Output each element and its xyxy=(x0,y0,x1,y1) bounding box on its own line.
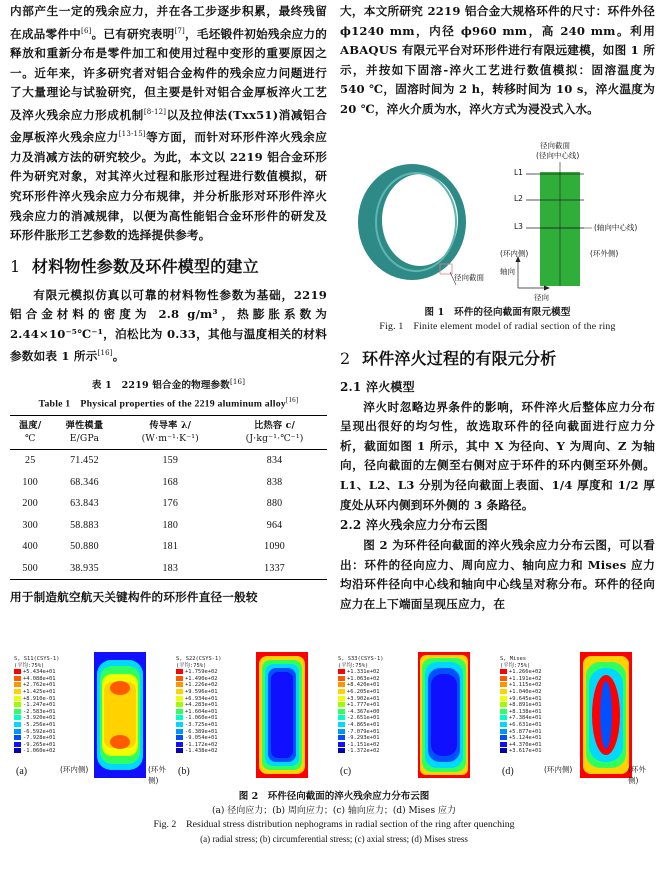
legend-level: -9.054e+01 xyxy=(176,735,221,742)
table-1-caption-cn: 表 1 2219 铝合金的物理参数[16] xyxy=(91,377,246,392)
legend-level: +1.425e+01 xyxy=(14,689,59,696)
legend-level: +1.490e+02 xyxy=(176,676,221,683)
legend-swatch xyxy=(338,742,345,747)
table-1-caption-en: Table 1 Physical properties of the 2219 aluminum alloy[16] xyxy=(38,396,299,410)
legend-level: -1.172e+02 xyxy=(176,742,221,749)
legend-level: +1.777e+01 xyxy=(338,702,383,709)
figure-1 xyxy=(350,140,645,310)
legend-level: -1.247e+01 xyxy=(14,702,59,709)
table-header-1: 弹性模量 E/GPa xyxy=(50,416,118,450)
fig1-inner-label: (环内侧) xyxy=(500,249,529,258)
legend-level: -4.367e+00 xyxy=(338,709,383,716)
legend-swatch xyxy=(176,676,183,681)
legend-level: +8.891e+01 xyxy=(500,702,541,709)
fig1-L1: L1 xyxy=(514,168,523,177)
table-row xyxy=(10,472,327,494)
legend-level: -9.265e+01 xyxy=(14,742,59,749)
table-cell: 58.883 xyxy=(70,519,99,531)
radial-arrow xyxy=(544,286,550,291)
legend-c xyxy=(338,656,383,755)
figure-2-caption-en: Fig. 2 Residual stress distribution nephograms in radial section of the ring after quenching xyxy=(153,819,515,830)
table-cell: 71.452 xyxy=(70,455,99,467)
legend-swatch xyxy=(338,676,345,681)
legend-swatch xyxy=(176,748,183,753)
legend-d-avg: (平均:75%) xyxy=(500,662,531,669)
table-cell: 68.346 xyxy=(70,476,99,488)
legend-level: -1.151e+02 xyxy=(338,742,383,749)
legend-swatch xyxy=(176,742,183,747)
legend-d-title: S, Mises xyxy=(500,656,526,662)
legend-level: +6.631e+01 xyxy=(500,722,541,729)
legend-c-avg: (平均:75%) xyxy=(338,662,369,669)
legend-swatch xyxy=(338,689,345,694)
table-row xyxy=(10,493,327,515)
legend-a xyxy=(14,656,59,755)
subplot-c xyxy=(336,652,494,780)
legend-swatch xyxy=(14,702,21,707)
legend-level: +4.283e+01 xyxy=(176,702,221,709)
legend-level: +3.902e+01 xyxy=(338,696,383,703)
fig1-L3: L3 xyxy=(514,222,523,231)
legend-swatch xyxy=(500,709,507,714)
legend-swatch xyxy=(338,735,345,740)
legend-swatch xyxy=(500,682,507,687)
contour-a xyxy=(94,652,146,778)
legend-level: +1.226e+02 xyxy=(176,682,221,689)
legend-swatch xyxy=(14,696,21,701)
legend-level: +4.088e+01 xyxy=(14,676,59,683)
legend-swatch xyxy=(176,689,183,694)
left-column xyxy=(10,2,327,608)
legend-level: +5.877e+01 xyxy=(500,729,541,736)
table-cell: 180 xyxy=(162,519,179,531)
legend-swatch xyxy=(176,715,183,720)
fig1-L2: L2 xyxy=(514,194,523,203)
table-header-2: 传导率 λ/ (W·m⁻¹·K⁻¹) xyxy=(118,416,222,450)
legend-level: +2.762e+01 xyxy=(14,682,59,689)
legend-level: +1.604e+01 xyxy=(176,709,221,716)
subplot-a-inner: (环内侧) xyxy=(60,765,89,774)
legend-level: +3.617e+01 xyxy=(500,748,541,755)
table-1 xyxy=(10,375,327,580)
legend-swatch xyxy=(338,702,345,707)
legend-d xyxy=(500,656,541,755)
fig1-axial-center-label: (轴向中心线) xyxy=(594,223,638,232)
legend-level: -7.928e+01 xyxy=(14,735,59,742)
legend-swatch xyxy=(338,696,345,701)
legend-b-avg: (平均:75%) xyxy=(176,662,207,669)
legend-level: +7.384e+01 xyxy=(500,715,541,722)
table-cell: 838 xyxy=(266,476,283,488)
legend-level: -1.060e+02 xyxy=(14,748,59,755)
fig1-axial-label: 轴向 xyxy=(500,267,515,276)
legend-swatch xyxy=(176,702,183,707)
legend-swatch xyxy=(338,715,345,720)
table-cell: 159 xyxy=(162,455,179,467)
figure-1-caption-cn: 图 1 环件的径向截面有限元模型 xyxy=(424,306,571,318)
legend-level: -4.865e+01 xyxy=(338,722,383,729)
legend-level: +8.420e+01 xyxy=(338,682,383,689)
legend-level: -9.293e+01 xyxy=(338,735,383,742)
legend-level: +1.759e+02 xyxy=(176,669,221,676)
table-cell: 181 xyxy=(162,541,179,553)
table-cell: 183 xyxy=(118,558,222,580)
table-cell: 50.880 xyxy=(70,541,99,553)
subplot-b xyxy=(174,652,332,780)
legend-level: -7.079e+01 xyxy=(338,729,383,736)
table-cell: 964 xyxy=(266,519,283,531)
section-2-2-paragraph: 图 2 为环件径向截面的淬火残余应力分布云图，可以看出：环件的径向应力、周向应力、轴向应力和 Mises 应力均沿环件径向中心线和轴向中心线呈对称分布。环件的径向应力在上下端面呈现压应力，在 xyxy=(340,538,655,611)
legend-swatch xyxy=(338,709,345,714)
legend-level: -6.389e+01 xyxy=(176,729,221,736)
fig1-radial-center-label: (径向中心线) xyxy=(536,151,580,160)
table-row xyxy=(10,536,327,558)
legend-level: -3.920e+01 xyxy=(14,715,59,722)
legend-swatch xyxy=(500,669,507,674)
contour-d-core xyxy=(600,681,612,749)
section-2-1-paragraph: 淬火时忽略边界条件的影响，环件淬火后整体应力分布呈现出很好的均匀性，故选取环件的径向截面进行应力分析，截面如图 1 所示，其中 X 为径向、Y 为周向、Z 为轴向，径向截面的左侧至右侧对应于环件的环内侧至环外侧。L1、L2、L3 分别为径向截面上表面、1/4 厚度和 1/2 厚度处从环内侧到环外侧的 3 条路径。 xyxy=(340,399,655,512)
table-cell: 500 xyxy=(10,558,50,580)
legend-swatch xyxy=(338,682,345,687)
contour-b xyxy=(256,652,308,778)
legend-level: -1.438e+02 xyxy=(176,748,221,755)
legend-level: +9.596e+01 xyxy=(176,689,221,696)
table-cell: 168 xyxy=(162,476,179,488)
legend-level: +8.910e-01 xyxy=(14,696,59,703)
table-cell: 1337 xyxy=(222,558,327,580)
legend-swatch xyxy=(500,729,507,734)
intro-paragraph: 内部产生一定的残余应力，并在各工步逐步积累，最终残留在成品零件中[6]。已有研究表明[7]，毛坯锻件初始残余应力的释放和重新分布是零件加工和使用过程中变形的重要原因之一。近年来，许多研究者对铝合金构件的残余应力问题进行了大量理论与试验研究，但主要是针对铝合金厚板淬火工艺及淬火残余应力形成机制[8-12]以及拉伸法(Txx51)消减铝合金厚板淬火残余应力[13-15]等方面，而针对环形件淬火残余应力及消减方法的研究较少。为此，本文以 2219 铝合金环形件为研究对象，对其淬火过程和胀形过程进行数值模拟，研究环形件淬火残余应力分布规律，并分析胀形对环形件淬火残余应力的消减规律，以便为高性能铝合金环形件的研发及环形件胀形工艺参数的选择提供参考。 xyxy=(10,4,328,243)
section-2-1-heading: 2.1 淬火模型 xyxy=(340,379,415,394)
legend-swatch xyxy=(500,722,507,727)
subplot-d-outer: (环外侧) xyxy=(628,765,646,785)
legend-swatch xyxy=(14,709,21,714)
legend-level: +1.115e+02 xyxy=(500,682,541,689)
legend-level: +5.434e+01 xyxy=(14,669,59,676)
subplot-d xyxy=(498,652,656,785)
legend-level: -5.256e+01 xyxy=(14,722,59,729)
table-row xyxy=(10,558,327,580)
figure-2-caption-cn: 图 2 环件径向截面的淬火残余应力分布云图 xyxy=(238,791,430,802)
legend-level: +6.205e+01 xyxy=(338,689,383,696)
fig1-radial-label: 径向 xyxy=(534,293,549,302)
legend-swatch xyxy=(176,682,183,687)
subplot-a xyxy=(12,652,170,785)
figure-2-caption-en-sub: (a) radial stress; (b) circumferential stress; (c) axial stress; (d) Mises stress xyxy=(200,834,468,844)
legend-level: +4.370e+01 xyxy=(500,742,541,749)
legend-level: +6.934e+01 xyxy=(176,696,221,703)
contour-d xyxy=(580,652,632,778)
fig1-radial-section-label: 径向截面 xyxy=(454,273,484,282)
figure-2-captions xyxy=(12,790,656,846)
table-cell: 200 xyxy=(22,498,39,510)
legend-swatch xyxy=(500,748,507,753)
legend-level: +8.138e+01 xyxy=(500,709,541,716)
legend-level: -3.725e+01 xyxy=(176,722,221,729)
legend-swatch xyxy=(500,676,507,681)
table-cell: 300 xyxy=(22,519,39,531)
legend-swatch xyxy=(14,748,21,753)
legend-swatch xyxy=(14,689,21,694)
table-cell: 100 xyxy=(22,476,39,488)
table-cell: 176 xyxy=(162,498,179,510)
legend-level: +5.124e+01 xyxy=(500,735,541,742)
legend-b-title: S, S22(CSYS-1) xyxy=(176,656,222,662)
figure-2-caption-cn-sub: (a) 径向应力；(b) 周向应力；(c) 轴向应力；(d) Mises 应力 xyxy=(212,806,456,816)
subplot-c-letter: (c) xyxy=(340,766,352,777)
table-header-3: 比热容 c/ (J·kg⁻¹·℃⁻¹) xyxy=(222,416,327,450)
legend-level: +1.331e+02 xyxy=(338,669,383,676)
legend-swatch xyxy=(176,709,183,714)
subplot-a-letter: (a) xyxy=(16,766,28,777)
subplot-a-outer: (环外侧) xyxy=(148,765,166,785)
fig1-outer-label: (环外侧) xyxy=(590,249,619,258)
legend-swatch xyxy=(14,729,21,734)
figure-2 xyxy=(12,652,656,785)
subplot-d-inner: (环内侧) xyxy=(544,765,573,774)
legend-swatch xyxy=(500,735,507,740)
legend-swatch xyxy=(338,722,345,727)
legend-level: -1.060e+01 xyxy=(176,715,221,722)
figure-1-caption-en: Fig. 1 Finite element model of radial section of the ring xyxy=(379,320,616,332)
subplot-d-letter: (d) xyxy=(502,766,514,777)
legend-level: -2.651e+01 xyxy=(338,715,383,722)
legend-swatch xyxy=(500,689,507,694)
legend-level: -2.583e+01 xyxy=(14,709,59,716)
tail-line: 用于制造航空航天关键构件的环形件直径一般较 xyxy=(10,590,258,605)
legend-swatch xyxy=(338,729,345,734)
table-header-0: 温度/ ℃ xyxy=(10,416,50,450)
contour-a-hot-top xyxy=(110,681,130,695)
legend-swatch xyxy=(14,669,21,674)
legend-swatch xyxy=(338,748,345,753)
legend-level: -1.372e+02 xyxy=(338,748,383,755)
legend-swatch xyxy=(14,676,21,681)
legend-a-avg: (平均:75%) xyxy=(14,662,45,669)
legend-swatch xyxy=(176,729,183,734)
legend-level: +1.040e+02 xyxy=(500,689,541,696)
ring-model xyxy=(358,164,466,285)
section-1-paragraph: 有限元模拟仿真以可靠的材料物性参数为基础，2219 铝合金材料的密度为 2.8 g/m³，热膨胀系数为 2.44×10⁻⁵℃⁻¹，泊松比为 0.33，其他与温度相关的材料参数如表 1 所示[16]。 xyxy=(10,287,327,364)
fig1-section-label: 径向截面 xyxy=(540,141,570,150)
legend-a-title: S, S11(CSYS-1) xyxy=(14,656,60,662)
section-2-2-heading: 2.2 淬火残余应力分布云图 xyxy=(340,518,489,533)
legend-b xyxy=(176,656,221,755)
legend-c-title: S, S33(CSYS-1) xyxy=(338,656,384,662)
table-cell: 63.843 xyxy=(70,498,99,510)
table-row xyxy=(10,450,327,472)
legend-swatch xyxy=(176,735,183,740)
section-1-heading: 1 材料物性参数及环件模型的建立 xyxy=(10,256,259,276)
legend-level: -6.592e+01 xyxy=(14,729,59,736)
table-row xyxy=(10,515,327,537)
legend-swatch xyxy=(14,722,21,727)
properties-table xyxy=(10,415,327,580)
legend-level: +1.266e+02 xyxy=(500,669,541,676)
table-cell: 400 xyxy=(22,541,39,553)
table-cell: 38.935 xyxy=(50,558,118,580)
legend-swatch xyxy=(176,669,183,674)
subplot-b-letter: (b) xyxy=(178,766,190,777)
legend-swatch xyxy=(500,702,507,707)
contour-c xyxy=(418,652,470,778)
right-intro-paragraph: 大，本文所研究 2219 铝合金大规格环件的尺寸：环件外径 ϕ1240 mm，内径 ϕ960 mm，高 240 mm。利用 ABAQUS 有限元平台对环形件进行有限远建模，如图 1 所示，并按如下固溶-淬火工艺进行数值模拟：固溶温度为 540 ℃，固溶时间为 2 h，转移时间为 10 s，淬火温度为 20 ℃，淬火介质为水，淬火方式为浸没式入水。 xyxy=(340,4,655,116)
table-cell: 834 xyxy=(266,455,283,467)
section-2-heading: 2 环件淬火过程的有限元分析 xyxy=(340,348,557,368)
contour-b-core xyxy=(271,672,293,758)
legend-swatch xyxy=(14,682,21,687)
contour-c-core xyxy=(431,674,457,756)
contour-a-hot-bottom xyxy=(110,735,130,749)
legend-swatch xyxy=(176,722,183,727)
table-cell: 25 xyxy=(25,455,36,467)
legend-swatch xyxy=(14,715,21,720)
table-cell: 1090 xyxy=(264,541,285,553)
legend-swatch xyxy=(176,696,183,701)
legend-swatch xyxy=(500,715,507,720)
legend-swatch xyxy=(338,669,345,674)
legend-swatch xyxy=(14,742,21,747)
legend-swatch xyxy=(14,735,21,740)
table-cell: 880 xyxy=(266,498,283,510)
legend-level: +9.645e+01 xyxy=(500,696,541,703)
legend-level: +1.191e+02 xyxy=(500,676,541,683)
legend-swatch xyxy=(500,696,507,701)
legend-swatch xyxy=(500,742,507,747)
legend-level: +1.063e+02 xyxy=(338,676,383,683)
